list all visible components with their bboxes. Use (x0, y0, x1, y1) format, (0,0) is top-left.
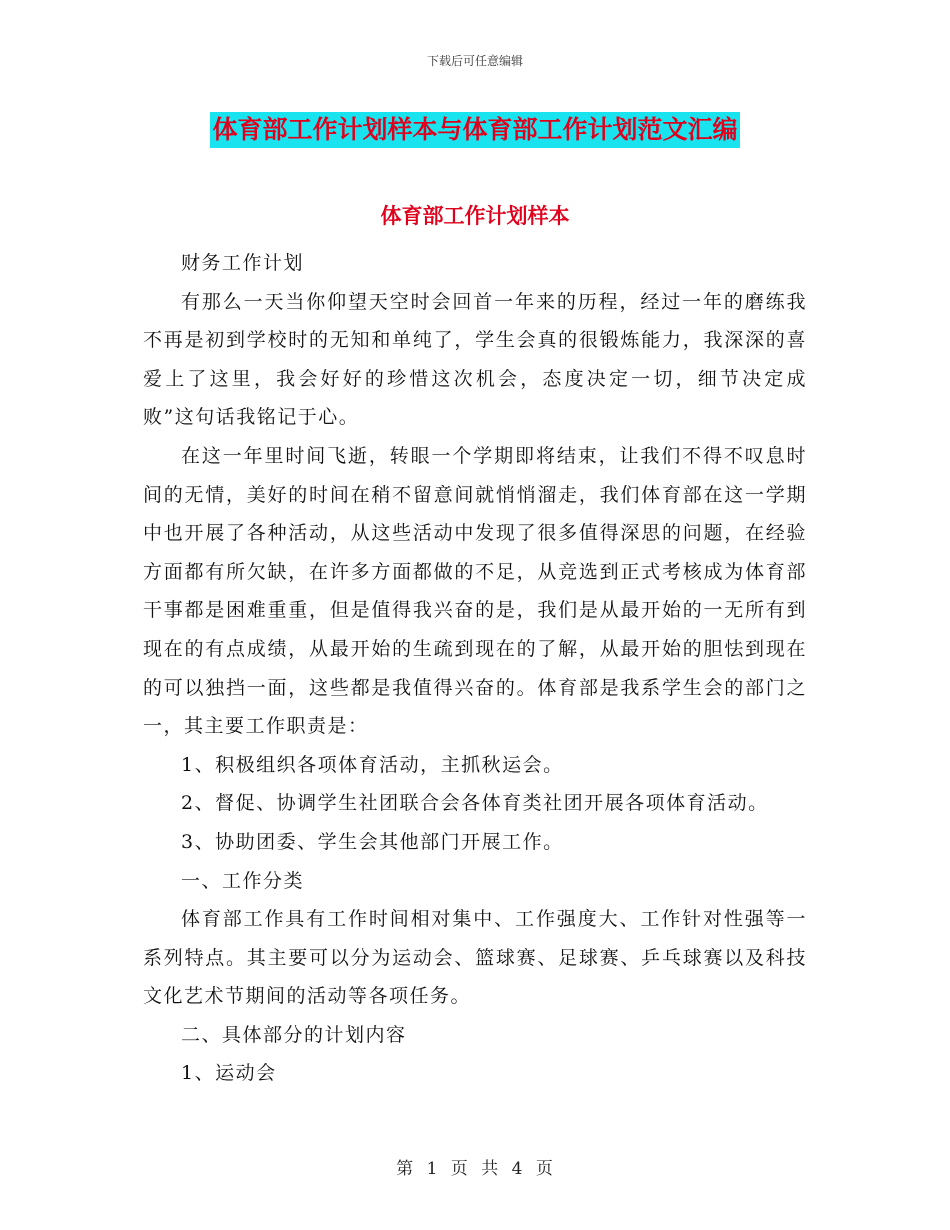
page-footer (0, 1154, 950, 1179)
document-body (143, 244, 807, 1093)
paragraph: 1、积极组织各项体育活动，主抓秋运会。 (181, 753, 564, 776)
paragraph: 体育部工作具有工作时间相对集中、工作强度大、工作针对性强等一系列特点。其主要可以分为运动会、篮球赛、足球赛、乒乓球赛以及科技文化艺术节期间的活动等各项任务。 (143, 908, 807, 1008)
footer-label-total: 共 (481, 1159, 500, 1179)
paragraph: 2、督促、协调学生社团联合会各体育类社团开展各项体育活动。 (181, 792, 769, 815)
page-header: 下载后可任意编辑 (426, 54, 523, 68)
paragraph: 有那么一天当你仰望天空时会回首一年来的历程，经过一年的磨练我不再是初到学校时的无知和单纯了，学生会真的很锻炼能力，我深深的喜爱上了这里，我会好好的珍惜这次机会，态度决定一切，细节决定成败”这句话我铭记于心。 (143, 290, 807, 429)
footer-total-pages: 4 (511, 1159, 524, 1179)
paragraph: 3、协助团委、学生会其他部门开展工作。 (181, 830, 564, 853)
paragraph: 在这一年里时间飞逝，转眼一个学期即将结束，让我们不得不叹息时间的无情，美好的时间在稍不留意间就悄悄溜走，我们体育部在这一学期中也开展了各种活动，从这些活动中发现了很多值得深思的问题，在经验方面都有所欠缺，在许多方面都做的不足，从竞选到正式考核成为体育部干事都是困难重重，但是值得我兴奋的是，我们是从最开始的一无所有到现在的有点成绩，从最开始的生疏到现在的了解，从最开始的胆怯到现在的可以独挡一面，这些都是我值得兴奋的。体育部是我系学生会的部门之一，其主要工作职责是： (143, 444, 807, 738)
footer-label-total-unit: 页 (535, 1159, 554, 1179)
main-title-container (0, 112, 950, 148)
paragraph: 二、具体部分的计划内容 (181, 1023, 407, 1046)
paragraph: 一、工作分类 (181, 869, 305, 892)
section-title: 体育部工作计划样本 (380, 203, 570, 228)
footer-page-number: 1 (426, 1159, 439, 1179)
footer-label-page-unit: 页 (450, 1159, 469, 1179)
paragraph: 1、运动会 (181, 1062, 277, 1085)
footer-label-page: 第 (396, 1159, 415, 1179)
paragraph: 财务工作计划 (181, 252, 305, 274)
main-title: 体育部工作计划样本与体育部工作计划范文汇编 (210, 112, 739, 148)
